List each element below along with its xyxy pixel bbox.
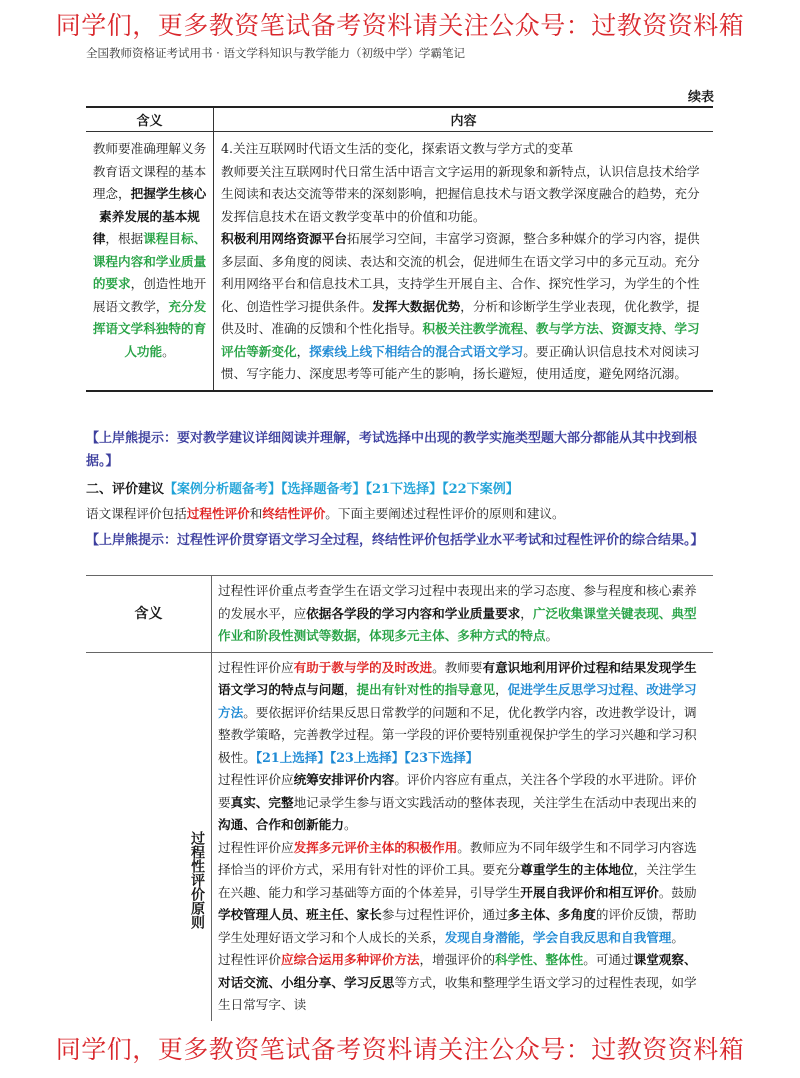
highlight-red-text: 有助于教与学的及时改进: [293, 659, 433, 675]
principle-1: [218, 657, 709, 770]
emphasis-text: 依据各学段的学习内容和学业质量要求: [306, 605, 521, 621]
highlight-red-text: 终结性评价: [262, 506, 326, 521]
text-span: 。: [343, 817, 357, 832]
row-label-principles: 过程性评价原则: [86, 652, 212, 1021]
text-span: 。下面主要阐述过程性评价的原则和建议。: [325, 506, 565, 521]
highlight-green-text: 科学性、整体性: [495, 952, 584, 967]
exam-tags: 【21上选择】【23上选择】【23下选择】: [255, 749, 479, 765]
highlight-red-text: 发挥多元评价主体的积极作用: [293, 839, 458, 855]
emphasis-text: 真实、完整: [230, 794, 294, 810]
meaning-cell: [86, 132, 214, 391]
text-span: 。可通过: [583, 952, 634, 967]
text-span: ，创造性地开展语文教学，: [92, 276, 207, 314]
text-span: ，根据: [105, 231, 144, 246]
running-header: 全国教师资格证考试用书 · 语文学科知识与教学能力（初级中学）学霸笔记: [86, 46, 465, 60]
text-span: 语文课程评价包括: [86, 506, 187, 521]
meaning-content: [212, 576, 714, 653]
text-span: 和: [249, 506, 263, 521]
principle-4: [218, 949, 709, 1017]
highlight-green-text: 提出有针对性的指导意见: [356, 682, 496, 697]
evaluation-table: [86, 575, 713, 1021]
emphasis-text: 学校管理人员、班主任、家长: [218, 907, 382, 922]
tip-note-2: 【上岸熊提示：过程性评价贯穿语文学习全过程，终结性评价包括学业水平考试和过程性评价的综合结果。】: [86, 533, 704, 548]
emphasis-text: 发挥大数据优势: [372, 298, 461, 314]
continued-label: 续表: [687, 90, 714, 105]
highlight-green-text: 积极关注教学流程、教与学方法、资源支持、学习评估等新变化: [221, 321, 700, 359]
paragraph: [221, 228, 707, 386]
text-span: 过程性评价应: [218, 772, 294, 787]
highlight-blue-text: 探索线上线下相结合的混合式语文学习: [309, 343, 524, 359]
column-header-meaning: 含义: [86, 107, 214, 132]
text-span: 过程性评价重点考查学生在语文学习过程中表现出来的学习态度、参与程度和核心素养的发展水平，应: [218, 583, 697, 621]
text-span: ，增强评价的: [419, 952, 496, 967]
principle-2: [218, 769, 709, 837]
highlight-green-text: 充分发挥语文学科独特的育人功能: [92, 298, 207, 359]
emphasis-text: 把握学生核心素养发展的基本规律: [92, 186, 207, 246]
text-span: 。评价内容应有重点，关注各个学段的水平进阶。评价要: [218, 772, 697, 810]
text-span: 。要正确认识信息技术对阅读习惯、写字能力、深度思考等可能产生的影响，扬长避短，使用适度，避免网络沉溺。: [221, 343, 700, 381]
text-span: ，分析和诊断学生学业表现，优化教学，提供及时、准确的反馈和个性化指导。: [221, 298, 700, 336]
promo-banner-bottom: 同学们，更多教资笔试备考资料请关注公众号：过教资资料箱: [55, 1035, 745, 1064]
column-header-content: 内容: [214, 107, 714, 132]
emphasis-text: 统筹安排评价内容: [293, 772, 395, 787]
text-span: 教师要准确理解义务教育语文课程的基本理念，: [92, 141, 207, 201]
emphasis-text: 沟通、合作和创新能力: [218, 817, 344, 832]
text-span: 过程性评价: [218, 952, 281, 967]
highlight-green-text: 广泛收集课堂关键表现、典型作业和阶段性测试等数据，体现多元主体、多种方式的特点: [218, 605, 697, 643]
text-span: ，: [296, 343, 310, 359]
emphasis-text: 尊重学生的主体地位: [520, 862, 634, 877]
text-span: 参与过程性评价，通过: [381, 907, 508, 922]
text-span: ，: [343, 682, 357, 697]
teaching-suggestions-table: [86, 106, 713, 392]
highlight-red-text: 过程性评价: [186, 506, 250, 521]
emphasis-text: 有意识地利用评价过程和结果发现学生语文学习的特点与问题: [218, 659, 697, 697]
text-span: 地记录学生参与语文实践活动的整体表现，关注学生在活动中表现出来的: [293, 794, 697, 810]
section-title: 二、评价建议: [86, 482, 165, 497]
content-cell: [214, 132, 714, 391]
row-label-meaning: 含义: [86, 576, 212, 653]
principles-content: [212, 652, 714, 1021]
emphasis-text: 开展自我评价和相互评价: [520, 884, 659, 900]
text-span: 。要依据评价结果反思日常教学的问题和不足，优化教学内容，改进教学设计，调整教学策略，完善教学过程。第一学段的评价要特别重视保护学生的学习兴趣和学习积极性。: [218, 704, 697, 765]
highlight-blue-text: 发现自身潜能，学会自我反思和自我管理: [444, 929, 672, 945]
section-heading: [86, 478, 519, 497]
emphasis-text: 多主体、多角度: [507, 907, 596, 922]
text-span: ，: [520, 605, 533, 621]
text-span: 的评价反馈，帮助学生处理好语文学习和个人成长的关系，: [218, 907, 697, 945]
text-span: 等方式，收集和整理学生语文学习的过程性表现，如学生日常写字、读: [218, 974, 697, 1012]
highlight-red-text: 应综合运用多种评价方法: [280, 952, 420, 967]
promo-banner-top: 同学们，更多教资笔试备考资料请关注公众号：过教资资料箱: [55, 11, 745, 40]
exam-tags: 【案例分析题备考】【选择题备考】【21下选择】【22下案例】: [164, 482, 519, 497]
highlight-green-text: 课程目标、课程内容和学业质量的要求: [92, 231, 207, 291]
intro-paragraph: [86, 503, 565, 522]
text-span: 过程性评价应: [218, 839, 294, 855]
emphasis-text: 课堂观察、对话交流、小组分享、学习反思: [218, 952, 697, 990]
text-span: 。: [545, 628, 559, 643]
text-span: ，关注学生在兴趣、能力和学习基础等方面的个体差异，引导学生: [218, 862, 697, 900]
text-span: 。: [162, 343, 175, 359]
text-span: ，: [495, 682, 508, 697]
text-span: 。教师要: [432, 659, 483, 675]
highlight-blue-text: 促进学生反思学习过程、改进学习方法: [218, 682, 697, 720]
tip-note-1: 【上岸熊提示：要对教学建议详细阅读并理解，考试选择中出现的教学实施类型题大部分都能从其中找到根据。】: [86, 431, 698, 469]
text-span: 拓展学习空间，丰富学习资源，整合多种媒介的学习内容，提供多层面、多角度的阅读、表达和交流的机会，促进师生在语文学习中的多元互动。充分利用网络平台和信息技术工具，支持学生开展自主、合作、探究性学习，为学生的个性化、创造性学习提供条件。: [221, 231, 700, 314]
text-span: 。: [671, 929, 684, 945]
item-title: 4.关注互联网时代语文生活的变化，探索语文教与学方式的变革: [221, 141, 574, 156]
text-span: 。鼓励: [658, 884, 697, 900]
paragraph: 教师要关注互联网时代日常生活中语言文字运用的新现象和新特点，认识信息技术给学生阅读和表达交流等带来的深刻影响，把握信息技术与语文教学深度融合的趋势，充分发挥信息技术在语文教学变革中的价值和功能。: [221, 163, 700, 224]
text-span: 。教师应为不同年级学生和不同学习内容选择恰当的评价方式，采用有针对性的评价工具。要充分: [218, 839, 697, 877]
text-span: 过程性评价应: [218, 659, 294, 675]
principle-3: [218, 837, 709, 950]
emphasis-text: 积极利用网络资源平台: [221, 231, 347, 246]
